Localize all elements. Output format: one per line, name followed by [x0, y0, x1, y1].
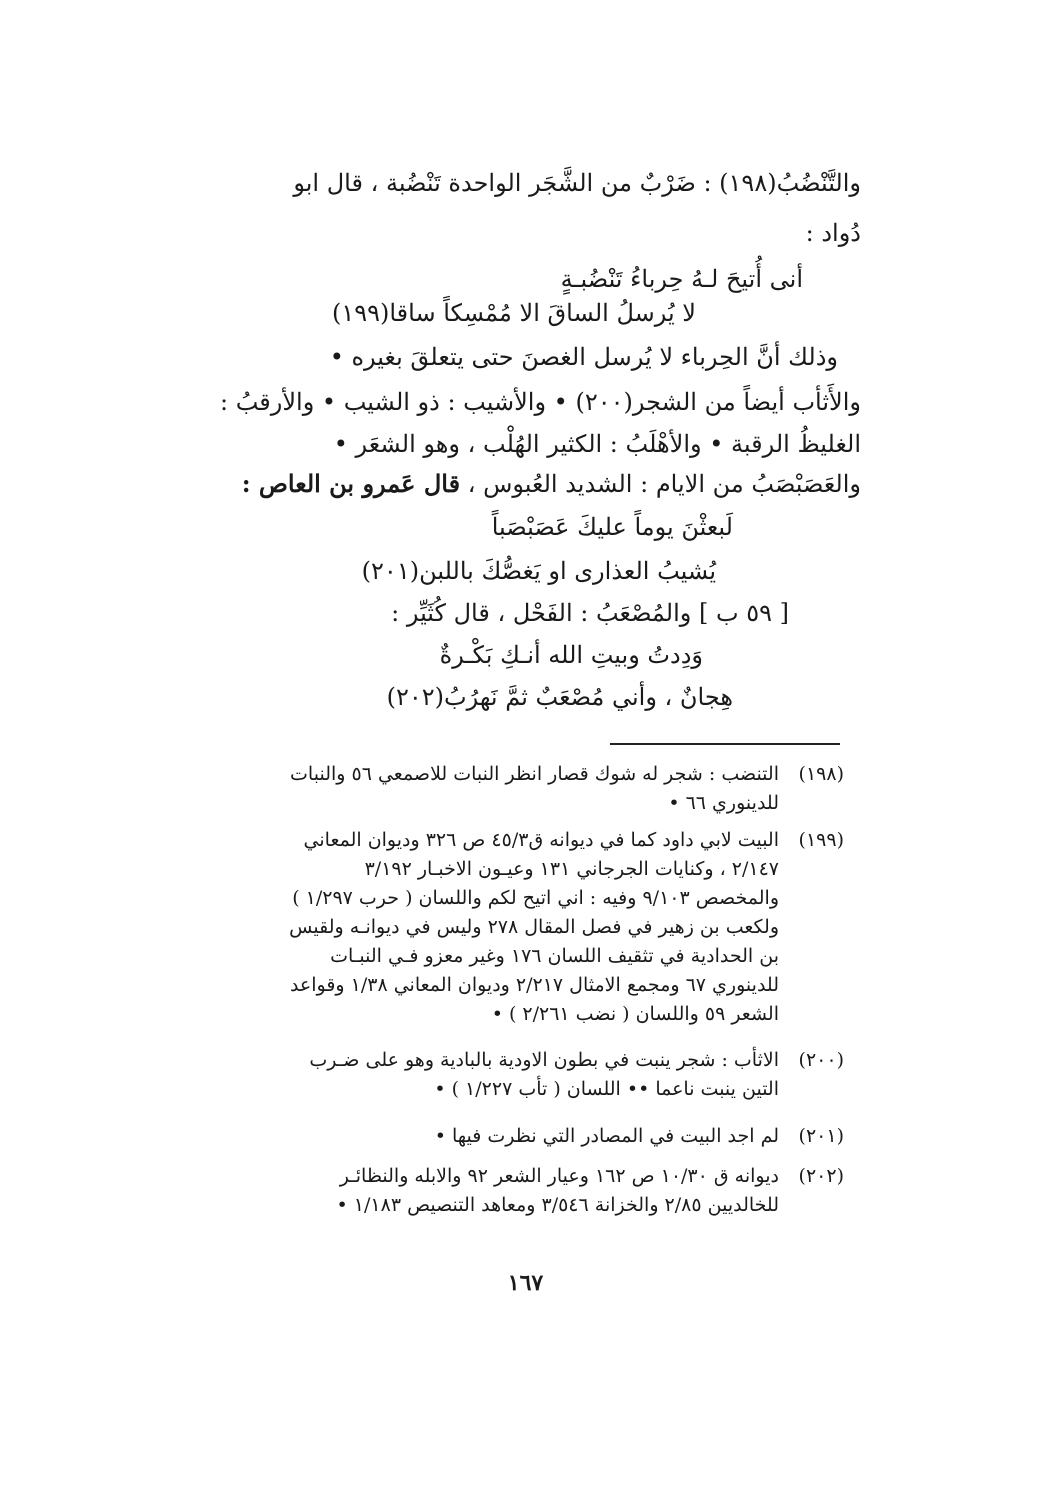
footnote-number: (١٩٩) [798, 829, 844, 851]
body-line-1: والتَّنْضُبُ(١٩٨) : ضَرْبٌ من الشَّجَر الواحدة تَنْضُبة ، قال ابو [293, 169, 861, 197]
body-line-7: [ ٥٩ ب ] والمُصْعَبُ : الفَحْل ، قال كُثَيِّر : [391, 599, 789, 627]
page-number: ١٦٧ [507, 1270, 544, 1296]
verse-1-first-hemistich: أنى أُتيحَ لـهُ حِرباءُ تَنْضُبـةٍ [560, 265, 803, 293]
footnote-202 [154, 1162, 844, 1220]
body-line-2: دُواد : [805, 219, 861, 247]
footnote-line: لم اجد البيت في المصادر التي نظرت فيها • [434, 1125, 779, 1147]
body-line-6-bold: قال عَمرو بن العاص : [241, 469, 461, 498]
footnote-199 [154, 826, 844, 1029]
footnote-line: البيت لابي داود كما في ديوانه ق٤٥/٣ ص ٣٢٦ وديوان المعاني [303, 829, 779, 851]
body-line-6-text: والعَصَبْصَبُ من الايام : الشديد العُبوس ، [460, 470, 861, 498]
footnote-line: للخالديين ٢/٨٥ والخزانة ٣/٥٤٦ ومعاهد التنصيص ١/١٨٣ • [336, 1194, 779, 1216]
footnote-number: (٢٠١) [798, 1125, 844, 1147]
footnote-line: التين ينبت ناعما •• اللسان ( تأب ١/٢٢٧ ) • [434, 1078, 779, 1100]
footnote-line: بن الحدادية في تثقيف اللسان ١٧٦ وغير معزو فـي النبـات [330, 945, 779, 967]
verse-1-second-hemistich: لا يُرسلُ الساقَ الا مُمْسِكاً ساقا(١٩٩) [331, 299, 696, 327]
footnote-line: ولكعب بن زهير في فصل المقال ٢٧٨ وليس في ديوانـه ولقيس [289, 916, 779, 938]
body-line-5: الغليظُ الرقبة • والأهْلَبُ : الكثير الهُلْب ، وهو الشعَر • [333, 430, 861, 458]
verse-3-first-hemistich: وَدِدتُ وبيتِ الله أنـكِ بَكْـرةٌ [439, 641, 703, 669]
verse-2-second-hemistich: يُشيبُ العذارى او يَغصُّكَ باللبن(٢٠١) [361, 557, 716, 585]
body-line-3: وذلك أنَّ الحِرباء لا يُرسل الغصنَ حتى يتعلقَ بغيره • [329, 343, 838, 371]
footnote-200 [154, 1046, 844, 1104]
footnote-line: التنضب : شجر له شوك قصار انظر النبات للاصمعي ٥٦ والنبات [290, 763, 779, 785]
footnote-201 [154, 1122, 844, 1151]
footnote-number: (١٩٨) [798, 763, 844, 785]
verse-3-second-hemistich: هِجانٌ ، وأني مُصْعَبٌ ثمَّ نَهرُبُ(٢٠٢) [386, 683, 733, 711]
footnote-line: للدينوري ٦٧ ومجمع الامثال ٢/٢١٧ وديوان المعاني ١/٣٨ وقواعد [289, 974, 779, 996]
footnote-line: ٢/١٤٧ ، وكنايات الجرجاني ١٣١ وعيـون الاخبـار ٣/١٩٢ [364, 858, 779, 880]
body-line-6 [171, 467, 861, 501]
footnote-198 [154, 760, 844, 818]
footnote-number: (٢٠٢) [798, 1165, 844, 1187]
footnote-line: الاثأب : شجر ينبت في بطون الاودية بالبادية وهو على ضـرب [309, 1049, 779, 1071]
footnote-separator [610, 743, 840, 745]
footnote-line: للدينوري ٦٦ • [668, 792, 779, 814]
verse-2-first-hemistich: لَبعثْنَ يوماً عليكَ عَصَبْصَباً [491, 513, 733, 541]
footnote-line: ديوانه ق ١٠/٣٠ ص ١٦٢ وعيار الشعر ٩٢ والابله والنظائـر [339, 1165, 779, 1187]
footnote-line: الشعر ٥٩ واللسان ( نضب ٢/٢٦١ ) • [491, 1003, 779, 1025]
footnote-number: (٢٠٠) [798, 1049, 844, 1071]
footnote-line: والمخصص ٩/١٠٣ وفيه : اني اتيح لكم واللسان ( حرب ١/٢٩٧ ) [292, 887, 779, 909]
body-line-4: والأَثأب أيضاً من الشجر(٢٠٠) • والأشيب : ذو الشيب • والأرقبُ : [220, 388, 861, 416]
